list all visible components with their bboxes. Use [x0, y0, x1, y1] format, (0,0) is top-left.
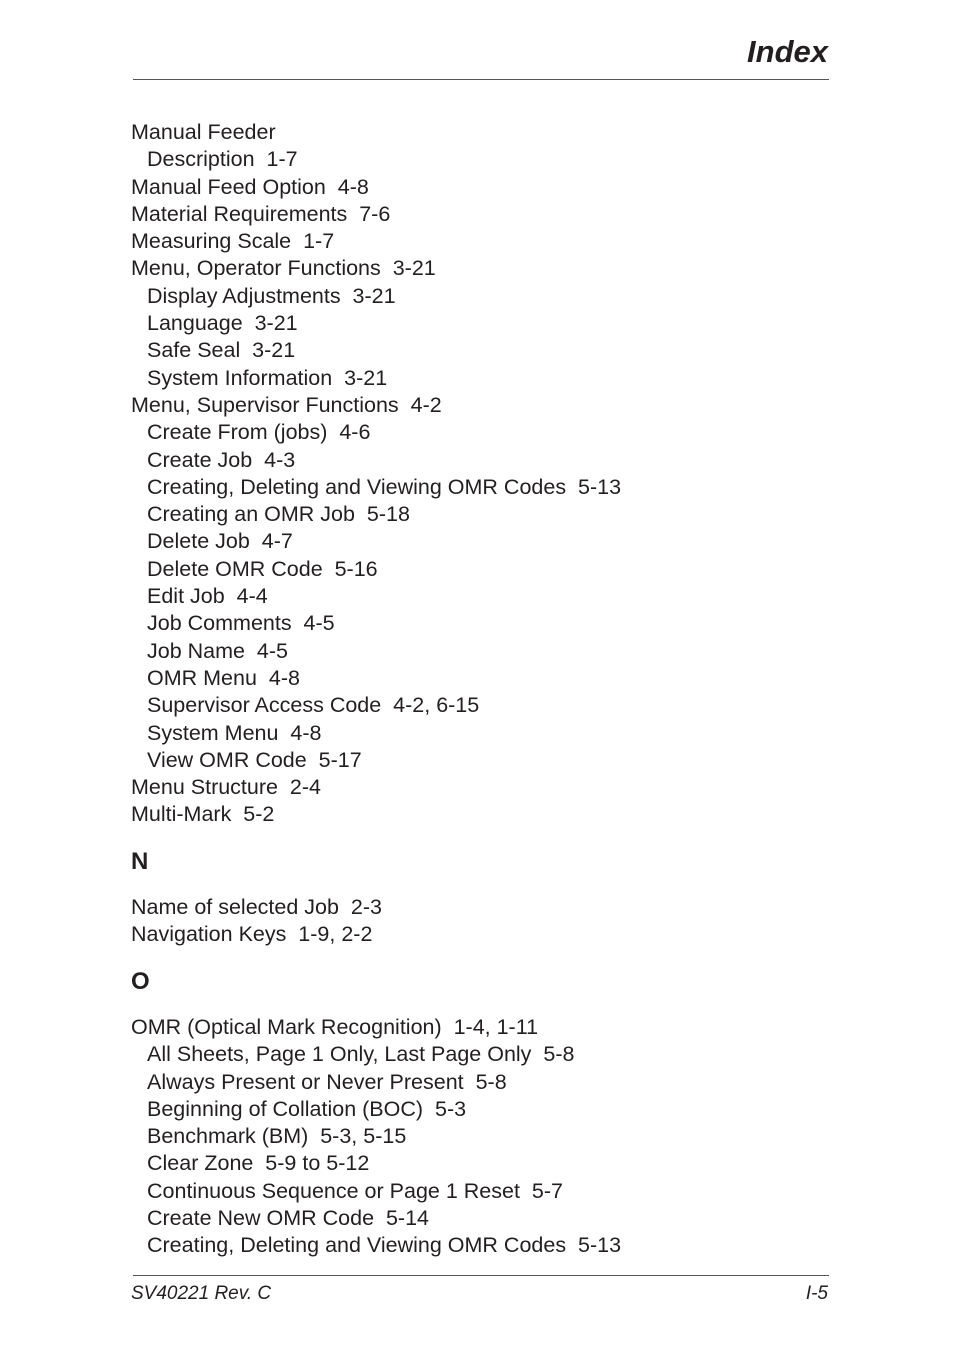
index-subentry: Create From (jobs) 4-6: [147, 420, 371, 445]
index-subentry: Supervisor Access Code 4-2, 6-15: [147, 693, 480, 718]
index-entry: Material Requirements 7-6: [131, 201, 391, 226]
index-entry: Menu, Operator Functions 3-21: [131, 256, 436, 281]
footer-divider: [133, 1275, 829, 1276]
index-subentry: Safe Seal 3-21: [147, 338, 296, 363]
index-subentry: Continuous Sequence or Page 1 Reset 5-7: [147, 1178, 563, 1203]
index-subentry: Delete Job 4-7: [147, 529, 293, 554]
index-subentry: Job Name 4-5: [147, 638, 289, 663]
index-subentry: Language 3-21: [147, 311, 298, 336]
index-subentry: System Information 3-21: [147, 365, 388, 390]
index-subentry: System Menu 4-8: [147, 720, 322, 745]
index-subentry: Description 1-7: [147, 147, 298, 172]
index-entry: Multi-Mark 5-2: [131, 802, 275, 827]
index-entry: Navigation Keys 1-9, 2-2: [131, 922, 373, 947]
section-letter-o: O: [131, 968, 150, 995]
index-entry: OMR (Optical Mark Recognition) 1-4, 1-11: [131, 1015, 539, 1039]
index-subentry: OMR Menu 4-8: [147, 665, 300, 690]
index-subentry: Job Comments 4-5: [147, 611, 335, 636]
index-subentry: Creating, Deleting and Viewing OMR Codes 5-13: [147, 474, 622, 499]
index-subentry: View OMR Code 5-17: [147, 747, 362, 772]
page-number: I-5: [805, 1283, 828, 1304]
index-entry: Manual Feed Option 4-8: [131, 174, 369, 199]
index-subentry: Create Job 4-3: [147, 447, 296, 472]
index-entry: Menu Structure 2-4: [131, 775, 322, 800]
index-subentry: Benchmark (BM) 5-3, 5-15: [147, 1124, 407, 1149]
index-section-n: [131, 894, 382, 949]
index-entry: Manual Feeder: [131, 120, 276, 144]
index-subentry: Clear Zone 5-9 to 5-12: [147, 1151, 370, 1176]
index-entry: Menu, Supervisor Functions 4-2: [131, 392, 442, 417]
index-subentry: Edit Job 4-4: [147, 584, 268, 609]
index-subentry: Display Adjustments 3-21: [147, 283, 396, 308]
header-divider: [133, 79, 829, 80]
document-id: SV40221 Rev. C: [131, 1283, 272, 1304]
index-subentry: Create New OMR Code 5-14: [147, 1206, 429, 1231]
index-subentry: Delete OMR Code 5-16: [147, 556, 378, 581]
index-subentry: All Sheets, Page 1 Only, Last Page Only 5-8: [147, 1042, 575, 1067]
index-subentry: Creating an OMR Job 5-18: [147, 502, 410, 527]
index-entry: Measuring Scale 1-7: [131, 229, 335, 254]
section-letter-n: N: [131, 848, 149, 875]
page-title: Index: [747, 34, 828, 69]
index-subentry: Beginning of Collation (BOC) 5-3: [147, 1096, 467, 1121]
index-subentry: Creating, Deleting and Viewing OMR Codes 5-13: [147, 1233, 622, 1258]
index-entry: Name of selected Job 2-3: [131, 895, 382, 919]
index-section-m: [131, 119, 621, 829]
index-subentry: Always Present or Never Present 5-8: [147, 1069, 507, 1094]
index-section-o: [131, 1014, 621, 1260]
